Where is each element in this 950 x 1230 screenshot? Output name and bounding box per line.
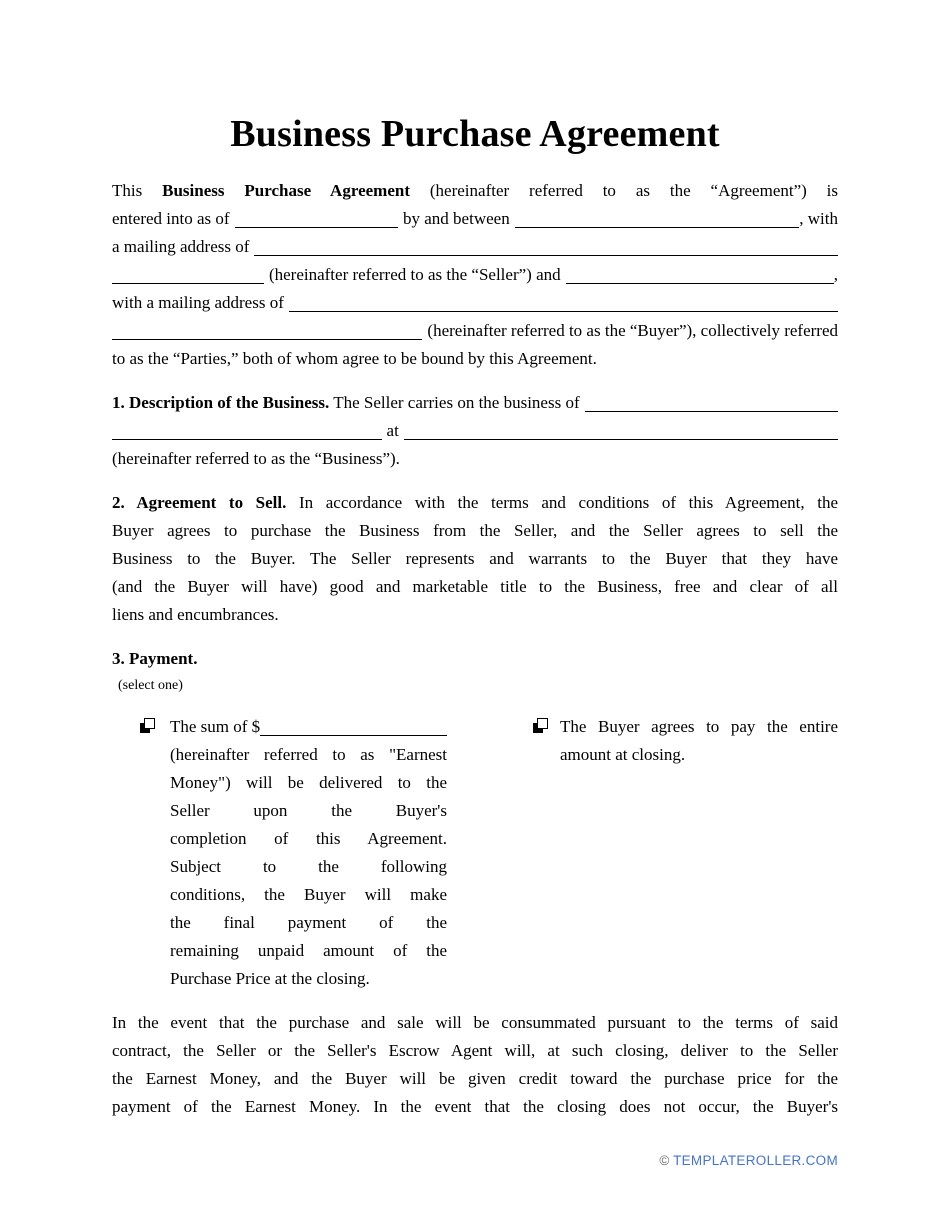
select-one-note: (select one) [118, 678, 183, 693]
text-segment: entered into as of [112, 209, 230, 228]
blank-field-date[interactable] [235, 205, 398, 228]
text-segment: This [112, 181, 143, 200]
copyright-symbol: © [659, 1153, 670, 1168]
text-line: conditions, the Buyer will make [170, 885, 447, 904]
templateroller-link[interactable]: TEMPLATEROLLER.COM [673, 1153, 838, 1168]
payment-option-earnest-money[interactable] [140, 713, 447, 993]
option-text [560, 713, 838, 769]
text-line: Seller upon the Buyer's [170, 801, 447, 820]
section-1-heading: 1. Description of the Business. [112, 393, 330, 412]
text-segment: with a mailing address of [112, 293, 284, 312]
document-title: Business Purchase Agreement [230, 113, 720, 155]
payment-options [140, 713, 838, 993]
blank-field-seller-name[interactable] [515, 205, 800, 228]
text-line: Business to the Buyer. The Seller represents and warrants to the Buyer that they have [112, 549, 838, 568]
text-line: Money") will be delivered to the [170, 773, 447, 792]
text-line: (and the Buyer will have) good and marketable title to the Business, free and clear of all [112, 577, 838, 596]
intro-paragraph [112, 177, 838, 373]
text-line: (hereinafter referred to as the “Business”). [112, 449, 400, 468]
option-text [170, 713, 447, 993]
text-segment: 1. Description of the Business. The Seller carries on the business of [112, 393, 580, 412]
text-line [112, 317, 838, 345]
text-line: The Buyer agrees to pay the entire [560, 717, 838, 736]
text-segment: , [833, 265, 838, 284]
text-line: to as the “Parties,” both of whom agree to be bound by this Agreement. [112, 349, 597, 368]
text-line: payment of the Earnest Money. In the event that the closing does not occur, the Buyer's [112, 1097, 838, 1116]
blank-field-business-address[interactable] [404, 417, 838, 440]
text-segment: In accordance with the terms and conditions of this Agreement, the [299, 493, 839, 512]
text-line [112, 645, 838, 673]
blank-field-seller-address-cont[interactable] [112, 261, 264, 284]
blank-field-seller-address[interactable] [254, 233, 838, 256]
text-line: liens and encumbrances. [112, 605, 279, 624]
text-segment: at [386, 421, 399, 440]
text-line: Subject to the following [170, 857, 447, 876]
text-line [112, 177, 838, 205]
checkbox-icon[interactable] [533, 718, 548, 733]
payment-option-full-at-closing[interactable] [533, 713, 838, 993]
section-2-heading: 2. Agreement to Sell. [112, 493, 287, 512]
section-3-heading: 3. Payment. [112, 649, 198, 668]
text-line [170, 713, 447, 741]
text-segment: (hereinafter referred to as the “Agreement”) is [429, 181, 839, 200]
text-line: Purchase Price at the closing. [170, 969, 370, 988]
blank-field-earnest-amount[interactable] [260, 713, 447, 736]
text-line [112, 417, 838, 445]
blank-field-business-type[interactable] [585, 389, 838, 412]
text-line: In the event that the purchase and sale will be consummated pursuant to the terms of said [112, 1013, 838, 1032]
text-segment: (hereinafter referred to as the “Buyer”), collectively referred [427, 321, 838, 340]
text-segment: by and between [403, 209, 510, 228]
section-agreement-to-sell [112, 489, 838, 629]
text-segment: , with [799, 209, 838, 228]
text-line: completion of this Agreement. [170, 829, 447, 848]
text-line: (hereinafter referred to as "Earnest [170, 745, 447, 764]
text-line [112, 489, 838, 517]
agreement-name-bold: Business Purchase Agreement [162, 181, 410, 200]
blank-field-buyer-address-cont[interactable] [112, 317, 422, 340]
text-line [112, 261, 838, 289]
text-segment: The sum of $ [170, 717, 261, 736]
text-line [112, 233, 838, 261]
text-line: remaining unpaid amount of the [170, 941, 447, 960]
text-line: the Earnest Money, and the Buyer will be given credit toward the purchase price for the [112, 1069, 838, 1088]
text-line [112, 289, 838, 317]
text-line: the final payment of the [170, 913, 447, 932]
earnest-money-closing-paragraph [112, 1009, 838, 1121]
text-segment: a mailing address of [112, 237, 250, 256]
footer [659, 1152, 838, 1170]
text-line: amount at closing. [560, 745, 686, 764]
text-line [112, 389, 838, 417]
text-segment: (hereinafter referred to as the “Seller”) and [268, 265, 561, 284]
blank-field-business-type-cont[interactable] [112, 417, 382, 440]
section-payment [112, 645, 838, 993]
text-line: Buyer agrees to purchase the Business from the Seller, and the Seller agrees to sell the [112, 521, 838, 540]
blank-field-buyer-name[interactable] [566, 261, 834, 284]
blank-field-buyer-address[interactable] [289, 289, 838, 312]
checkbox-icon[interactable] [140, 718, 155, 733]
text-line [112, 205, 838, 233]
section-description-of-business [112, 389, 838, 473]
text-line: contract, the Seller or the Seller's Escrow Agent will, at such closing, deliver to the Seller [112, 1041, 838, 1060]
